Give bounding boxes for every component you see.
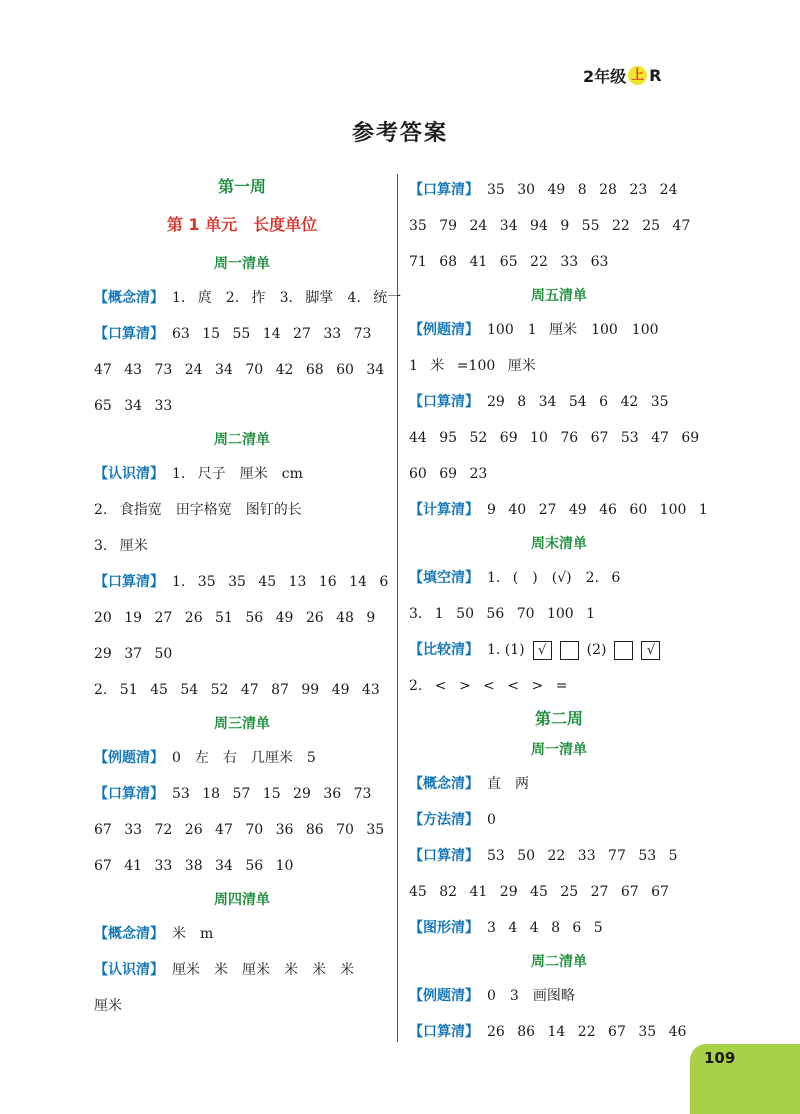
answer-line [94, 776, 390, 812]
answer-continuation [94, 988, 390, 1024]
answer-box [614, 641, 633, 660]
answer-box [560, 641, 579, 660]
answer-line [94, 740, 390, 776]
answer-text: 44 95 52 69 10 76 67 53 47 69 [409, 430, 700, 446]
answer-text: 35 30 49 8 28 23 24 [487, 182, 678, 198]
answer-text: 9 40 27 49 46 60 100 1 [487, 502, 708, 518]
section-heading: 周三清单 [214, 716, 270, 732]
answer-line [94, 952, 390, 988]
answer-tag: 【口算清】 [94, 786, 164, 802]
answer-tag: 【口算清】 [409, 1024, 479, 1040]
answer-tag: 【图形清】 [409, 920, 479, 936]
answer-line [409, 910, 709, 946]
answer-line [409, 802, 709, 838]
answer-tag: 【例题清】 [94, 750, 164, 766]
answer-text: 2. 食指宽 田字格宽 图钉的长 [94, 502, 302, 518]
answer-text: 2. 51 45 54 52 47 87 99 49 43 [94, 682, 380, 698]
answer-line [409, 492, 709, 528]
answer-text: 0 3 画图略 [487, 988, 575, 1004]
answer-tag: 【概念清】 [94, 926, 164, 942]
answer-text: 100 1 厘米 100 100 [487, 322, 659, 338]
section-heading: 周二清单 [531, 954, 587, 970]
answer-line [409, 766, 709, 802]
grade-badge: 上 [628, 66, 647, 85]
answer-text: 63 15 55 14 27 33 73 [172, 326, 372, 342]
answer-continuation [409, 244, 709, 280]
answer-tag: 【口算清】 [94, 574, 164, 590]
answer-tag: 【概念清】 [94, 290, 164, 306]
answer-text: 3. 厘米 [94, 538, 148, 554]
answer-text: 20 19 27 26 51 56 49 26 48 9 [94, 610, 376, 626]
answer-text: 1. ( ) (√) 2. 6 [487, 570, 621, 586]
answer-continuation [94, 848, 390, 884]
answer-text: 71 68 41 65 22 33 63 [409, 254, 609, 270]
answer-line [94, 456, 390, 492]
answer-continuation [409, 348, 709, 384]
answer-box: √ [641, 641, 660, 660]
answer-text: 53 50 22 33 77 53 5 [487, 848, 678, 864]
answer-line [409, 632, 709, 668]
answer-text: 26 86 14 22 67 35 46 [487, 1024, 687, 1040]
answer-line [94, 916, 390, 952]
answer-line [94, 280, 402, 316]
answer-text: 2. < > < < > = [409, 678, 568, 694]
answer-text: 厘米 米 厘米 米 米 米 [172, 962, 354, 978]
part-label: (2) [586, 642, 607, 658]
answer-line [409, 312, 709, 348]
answer-continuation [94, 492, 390, 528]
answer-text: 3 4 4 8 6 5 [487, 920, 603, 936]
answer-continuation [409, 596, 709, 632]
answer-continuation [94, 352, 390, 388]
answer-text: 67 41 33 38 34 56 10 [94, 858, 294, 874]
answer-tag: 【计算清】 [409, 502, 479, 518]
answer-tag: 【口算清】 [409, 394, 479, 410]
answer-text: 53 18 57 15 29 36 73 [172, 786, 372, 802]
section-heading: 周五清单 [531, 288, 587, 304]
answer-continuation [409, 208, 709, 244]
section-heading: 周一清单 [214, 256, 270, 272]
answer-text: 直 两 [487, 776, 529, 792]
answer-text: 29 37 50 [94, 646, 173, 662]
week-heading: 第一周 [217, 177, 266, 196]
answer-tag: 【概念清】 [409, 776, 479, 792]
answer-line [94, 564, 390, 600]
week-heading: 第二周 [534, 709, 583, 728]
answer-text: 47 43 73 24 34 70 42 68 60 34 [94, 362, 385, 378]
section-heading: 周末清单 [531, 536, 587, 552]
answer-continuation [94, 672, 390, 708]
answer-continuation [409, 668, 709, 704]
grade-suffix: R [649, 66, 662, 85]
answer-text: 45 82 41 29 45 25 27 67 67 [409, 884, 669, 900]
page-title: 参考答案 [351, 120, 448, 146]
answer-line [409, 978, 709, 1014]
answer-text: 1. 35 35 45 13 16 14 6 [172, 574, 389, 590]
answer-text: 厘米 [94, 998, 122, 1014]
comparison-boxes [487, 632, 660, 668]
answer-text: 1. 尺子 厘米 cm [172, 466, 303, 482]
answer-text: 35 79 24 34 94 9 55 22 25 47 [409, 218, 691, 234]
answer-tag: 【方法清】 [409, 812, 479, 828]
answer-line [409, 172, 709, 208]
grade-label [583, 64, 661, 87]
answer-continuation [94, 388, 390, 424]
answer-text: 29 8 34 54 6 42 35 [487, 394, 669, 410]
answer-line [409, 838, 709, 874]
answer-continuation [94, 600, 390, 636]
answer-continuation [409, 874, 709, 910]
answer-line [409, 560, 709, 596]
answer-text: 0 左 右 几厘米 5 [172, 750, 316, 766]
answer-box: √ [533, 641, 552, 660]
answer-tag: 【填空清】 [409, 570, 479, 586]
answer-continuation [409, 420, 709, 456]
answer-continuation [94, 528, 390, 564]
answer-continuation [94, 812, 390, 848]
answer-tag: 【认识清】 [94, 466, 164, 482]
answer-text: 1 米 =100 厘米 [409, 358, 536, 374]
answer-continuation [94, 636, 390, 672]
grade-prefix: 2年级 [583, 67, 627, 86]
answer-text: 1. 庹 2. 拃 3. 脚掌 4. 统一 [172, 290, 402, 306]
section-heading: 周一清单 [531, 742, 587, 758]
answer-text: 65 34 33 [94, 398, 173, 414]
section-heading: 周二清单 [214, 432, 270, 448]
section-heading: 周四清单 [214, 892, 270, 908]
answer-tag: 【口算清】 [94, 326, 164, 342]
answer-text: 0 [487, 812, 496, 828]
unit-heading: 第 1 单元 长度单位 [166, 215, 318, 234]
answer-tag: 【口算清】 [409, 182, 479, 198]
left-column [94, 172, 402, 1024]
answer-text: 67 33 72 26 47 70 36 86 70 35 [94, 822, 385, 838]
page-number: 109 [704, 1049, 736, 1067]
answer-continuation [409, 456, 709, 492]
answer-tag: 【例题清】 [409, 988, 479, 1004]
answer-tag: 【例题清】 [409, 322, 479, 338]
answer-tag: 【比较清】 [409, 642, 479, 658]
part-label: 1. (1) [487, 642, 525, 658]
answer-line [409, 384, 709, 420]
answer-text: 60 69 23 [409, 466, 488, 482]
answer-text: 3. 1 50 56 70 100 1 [409, 606, 596, 622]
right-column [409, 172, 709, 1050]
answer-line [409, 1014, 709, 1050]
answer-line [94, 316, 390, 352]
answer-tag: 【认识清】 [94, 962, 164, 978]
answer-text: 米 m [172, 926, 214, 942]
answer-tag: 【口算清】 [409, 848, 479, 864]
